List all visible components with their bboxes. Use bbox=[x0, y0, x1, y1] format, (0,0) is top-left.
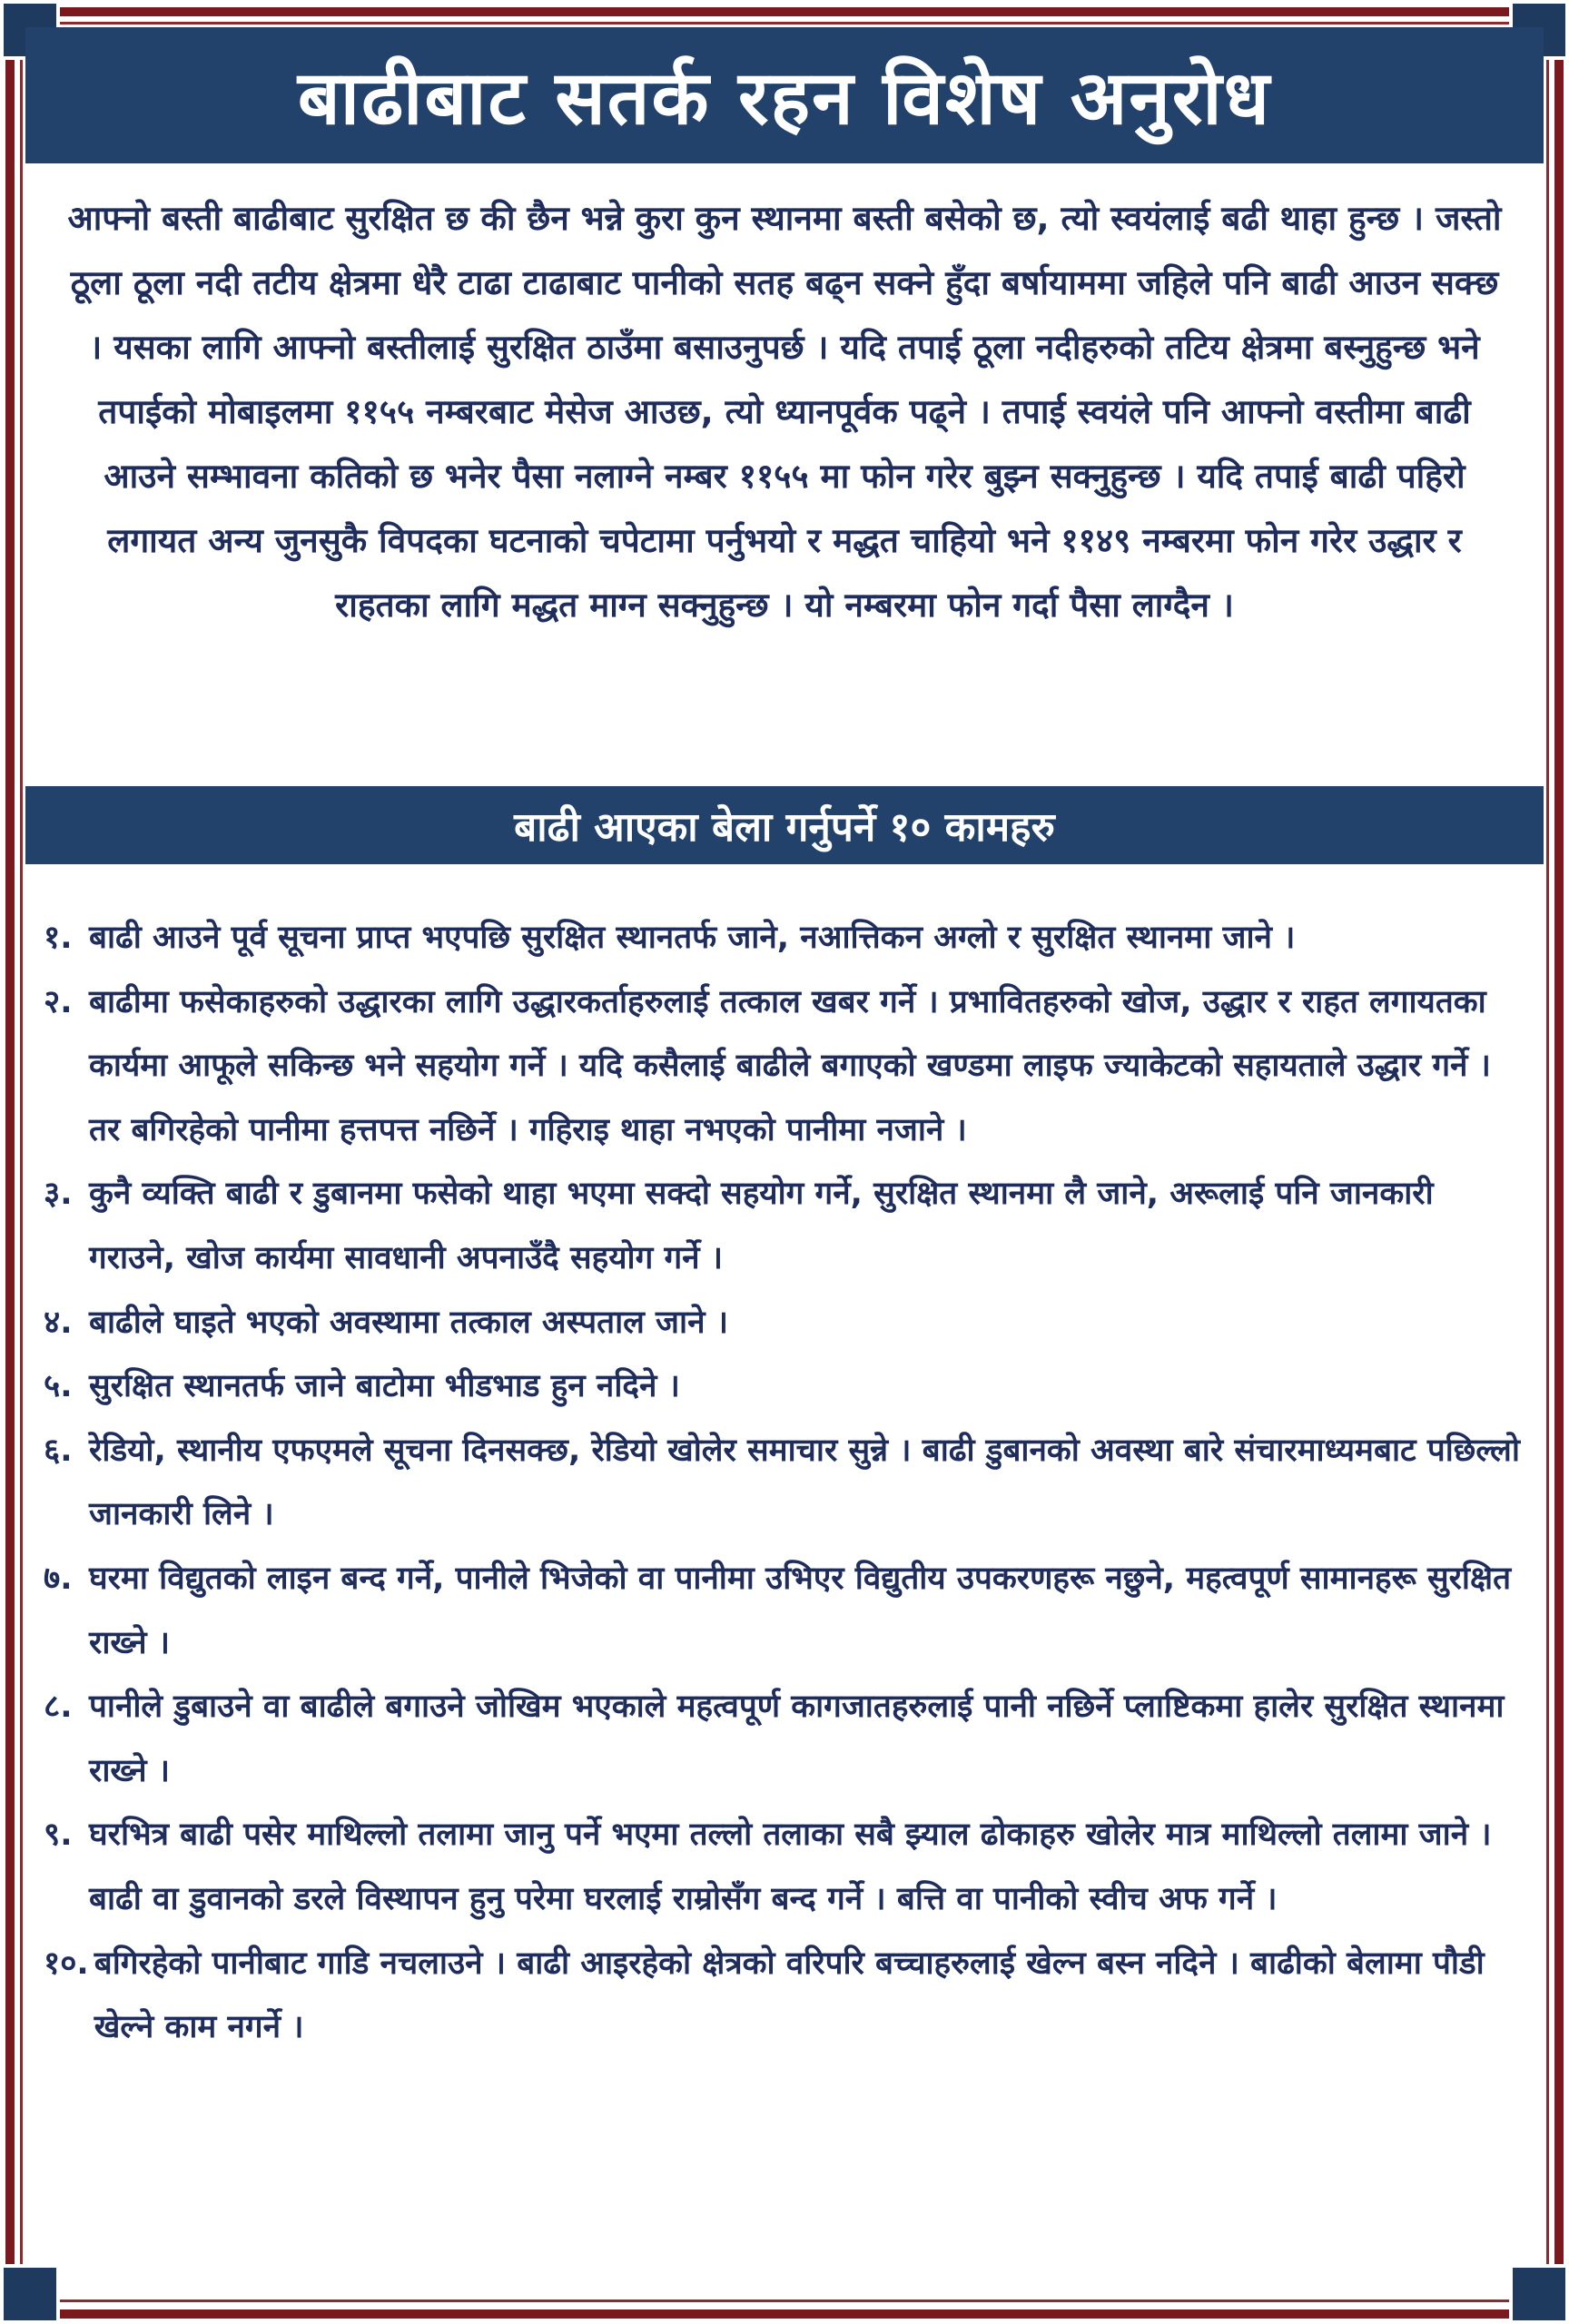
title-banner bbox=[25, 27, 1544, 163]
list-item-text: घरमा विद्युतको लाइन बन्द गर्ने, पानीले भिजेको वा पानीमा उभिएर विद्युतीय उपकरणहरू नछुने, महत्वपूर्ण सामानहरू सुरक्षित राख्ने । bbox=[89, 1560, 1512, 1661]
list-item bbox=[44, 1162, 1524, 1290]
section-heading-banner bbox=[25, 786, 1544, 864]
section-heading: बाढी आएका बेला गर्नुपर्ने १० कामहरु bbox=[514, 804, 1055, 851]
list-item-number: ५. bbox=[44, 1368, 73, 1405]
list-item bbox=[44, 1803, 1524, 1931]
list-item-text: सुरक्षित स्थानतर्फ जाने बाटोमा भीडभाड हुन नदिने । bbox=[89, 1368, 680, 1405]
list-item-number: २. bbox=[44, 983, 73, 1020]
list-item bbox=[44, 1291, 1524, 1355]
list-item-number: ३. bbox=[44, 1176, 73, 1213]
list-item-text: बाढीले घाइते भएको अवस्थामा तत्काल अस्पताल जाने । bbox=[89, 1304, 728, 1341]
intro-paragraph: आफ्नो बस्ती बाढीबाट सुरक्षित छ की छैन भन्ने कुरा कुन स्थानमा बस्ती बसेको छ, त्यो स्वयंलाई बढी थाहा हुन्छ । जस्तो ठूला ठूला नदी तटीय क्षेत्रमा धेरै टाढा टाढाबाट पानीको सतह बढ्न सक्ने हुँदा बर्षायाममा जहिले पनि बाढी आउन सक्छ । यसका लागि आफ्नो बस्तीलाई सुरक्षित ठाउँमा बसाउनुपर्छ । यदि तपाई ठूला नदीहरुको तटिय क्षेत्रमा बस्नुहुन्छ भने तपाईको मोबाइलमा ११५५ नम्बरबाट मेसेज आउछ, त्यो ध्यानपूर्वक पढ्ने । तपाई स्वयंले पनि आफ्नो वस्तीमा बाढी आउने सम्भावना कतिको छ भनेर पैसा नलाग्ने नम्बर ११५५ मा फोन गरेर बुझ्न सक्नुहुन्छ । यदि तपाई बाढी पहिरो लगायत अन्य जुनसुकै विपदका घटनाको चपेटामा पर्नुभयो र मद्धत चाहियो भने ११४९ नम्बरमा फोन गरेर उद्धार र राहतका लागि मद्धत माग्न सक्नुहुन्छ । यो नम्बरमा फोन गर्दा पैसा लाग्दैन । bbox=[67, 199, 1502, 625]
list-item-number: १. bbox=[44, 920, 73, 956]
list-item bbox=[44, 970, 1524, 1163]
list-item bbox=[44, 1932, 1524, 2060]
list-item-text: रेडियो, स्थानीय एफएमले सूचना दिनसक्छ, रेडियो खोलेर समाचार सुन्ने । बाढी डुबानको अवस्था बारे संचारमाध्यमबाट पछिल्लो जानकारी लिने । bbox=[89, 1432, 1520, 1533]
list-item-number: ९. bbox=[44, 1817, 73, 1854]
list-item-text: बाढी आउने पूर्व सूचना प्राप्त भएपछि सुरक्षित स्थानतर्फ जाने, नआत्तिकन अग्लो र सुरक्षित स्थानमा जाने । bbox=[89, 920, 1296, 956]
tasks-list bbox=[44, 906, 1524, 2060]
list-item bbox=[44, 1419, 1524, 1547]
list-item-number: ७. bbox=[44, 1560, 73, 1597]
list-item-number: १०. bbox=[44, 1945, 89, 1982]
list-item-number: ८. bbox=[44, 1689, 73, 1726]
list-item bbox=[44, 1354, 1524, 1419]
list-item-text: बाढीमा फसेकाहरुको उद्धारका लागि उद्धारकर्ताहरुलाई तत्काल खबर गर्ने । प्रभावितहरुको खोज, उद्धार र राहत लगायतका कार्यमा आफूले सकिन्छ भने सहयोग गर्ने । यदि कसैलाई बाढीले बगाएको खण्डमा लाइफ ज्याकेटको सहायताले उद्धार गर्ने । तर बगिरहेको पानीमा हत्तपत्त नछिर्ने । गहिराइ थाहा नभएको पानीमा नजाने । bbox=[89, 983, 1491, 1148]
corner-ornament-bottom-left bbox=[0, 2264, 60, 2324]
list-item-text: पानीले डुबाउने वा बाढीले बगाउने जोखिम भएकाले महत्वपूर्ण कागजातहरुलाई पानी नछिर्ने प्लाष्टिकमा हालेर सुरक्षित स्थानमा राख्ने । bbox=[89, 1689, 1505, 1789]
list-item-number: ६. bbox=[44, 1432, 73, 1469]
list-item-text: घरभित्र बाढी पसेर माथिल्लो तलामा जानु पर्ने भएमा तल्लो तलाका सबै झ्याल ढोकाहरु खोलेर मात्र माथिल्लो तलामा जाने । बाढी वा डुवानको डरले विस्थापन हुनु परेमा घरलाई राम्रोसँग बन्द गर्ने । बत्ति वा पानीको स्वीच अफ गर्ने । bbox=[89, 1817, 1492, 1917]
list-item bbox=[44, 1547, 1524, 1675]
list-item-text: कुनै व्यक्ति बाढी र डुबानमा फसेको थाहा भएमा सक्दो सहयोग गर्ने, सुरक्षित स्थानमा लै जाने, अरूलाई पनि जानकारी गराउने, खोज कार्यमा सावधानी अपनाउँदै सहयोग गर्ने । bbox=[89, 1176, 1434, 1276]
list-item bbox=[44, 906, 1524, 970]
corner-ornament-bottom-right bbox=[1509, 2264, 1569, 2324]
list-item-text: बगिरहेको पानीबाट गाडि नचलाउने । बाढी आइरहेको क्षेत्रको वरिपरि बच्चाहरुलाई खेल्न बस्न नदिने । बाढीको बेलामा पौडी खेल्ने काम नगर्ने । bbox=[94, 1945, 1485, 2046]
poster-title: बाढीबाट सतर्क रहन विशेष अनुरोध bbox=[297, 55, 1272, 142]
list-item bbox=[44, 1675, 1524, 1803]
list-item-number: ४. bbox=[44, 1304, 73, 1341]
